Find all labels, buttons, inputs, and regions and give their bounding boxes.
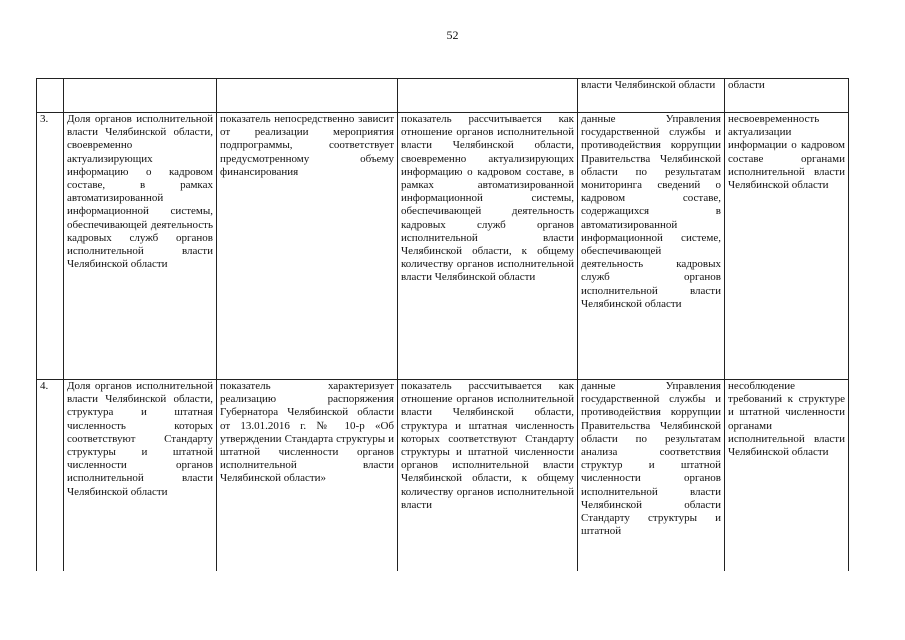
source-text: данные Управления государственной службы и противодействия коррупции Правительства Челябинской области по результатам мониторинга сведений о кадровом составе, содержащихся в автоматизированной информационной системе, обеспечивающей деятельность кадровых служб органов исполнительной власти Челябинской области — [581, 113, 721, 310]
source-text: данные Управления государственной службы и противодействия коррупции Правительства Челябинской области по результатам анализа соответствия структур и штатной численности органов исполнительной власти Челябинской области Стандарту структуры и штатной — [581, 380, 721, 538]
document-table — [36, 78, 849, 571]
source-cell — [578, 79, 725, 113]
risk-cell — [725, 79, 849, 113]
source-cell — [578, 380, 725, 572]
table-row — [37, 380, 849, 572]
row-number: 3. — [40, 113, 49, 125]
risk-cell — [725, 380, 849, 572]
description-text: показатель характеризует реализацию распоряжения Губернатора Челябинской области от 13.01.2016 г. № 10-р «Об утверждении Стандарта структуры и штатной численности органов исполнительной власти Челябинской области» — [220, 380, 394, 485]
table-row — [37, 113, 849, 380]
description-cell — [217, 380, 398, 572]
method-text: показатель рассчитывается как отношение органов исполнительной власти Челябинской области, своевременно актуализирующих информацию о кадровом составе, в рамках автоматизированной информационной системы, обеспечивающей деятельность кадровых служб органов исполнительной власти Челябинской области, к общему количеству органов исполнительной власти Челябинской области — [401, 113, 574, 284]
indicator-cell — [64, 79, 217, 113]
method-text: показатель рассчитывается как отношение органов исполнительной власти Челябинской области, структура и штатная численность которых соответствуют Стандарту структуры и штатной численности органов исполнительной власти Челябинской области, к общему количеству органов исполнительной власти — [401, 380, 574, 511]
row-number: 4. — [40, 380, 49, 392]
source-text: власти Челябинской области — [581, 79, 716, 91]
method-cell — [398, 79, 578, 113]
risk-cell — [725, 113, 849, 380]
indicator-cell — [64, 380, 217, 572]
risk-text: несвоевременность актуализации информации о кадровом составе органами исполнительной власти Челябинской области — [728, 113, 845, 192]
row-number-cell — [37, 79, 64, 113]
indicator-text: Доля органов исполнительной власти Челябинской области, своевременно актуализирующих информацию о кадровом составе, в рамках автоматизированной информационной системы, обеспечивающей деятельность кадровых служб органов исполнительной власти Челябинской области — [67, 113, 213, 271]
risk-text: области — [728, 79, 765, 91]
table-row — [37, 79, 849, 113]
indicator-cell — [64, 113, 217, 380]
description-cell — [217, 79, 398, 113]
method-cell — [398, 113, 578, 380]
method-cell — [398, 380, 578, 572]
description-cell — [217, 113, 398, 380]
description-text: показатель непосредственно зависит от реализации мероприятия подпрограммы, соответствует предусмотренному объему финансирования — [220, 113, 394, 178]
indicator-text: Доля органов исполнительной власти Челябинской области, структура и штатная численность которых соответствуют Стандарту структуры и штатной численности органов исполнительной власти Челябинской области — [67, 380, 213, 498]
risk-text: несоблюдение требований к структуре и штатной численности органами исполнительной власти Челябинской области — [728, 380, 845, 459]
page-number: 52 — [446, 28, 459, 42]
row-number-cell — [37, 380, 64, 572]
row-number-cell — [37, 113, 64, 380]
source-cell — [578, 113, 725, 380]
